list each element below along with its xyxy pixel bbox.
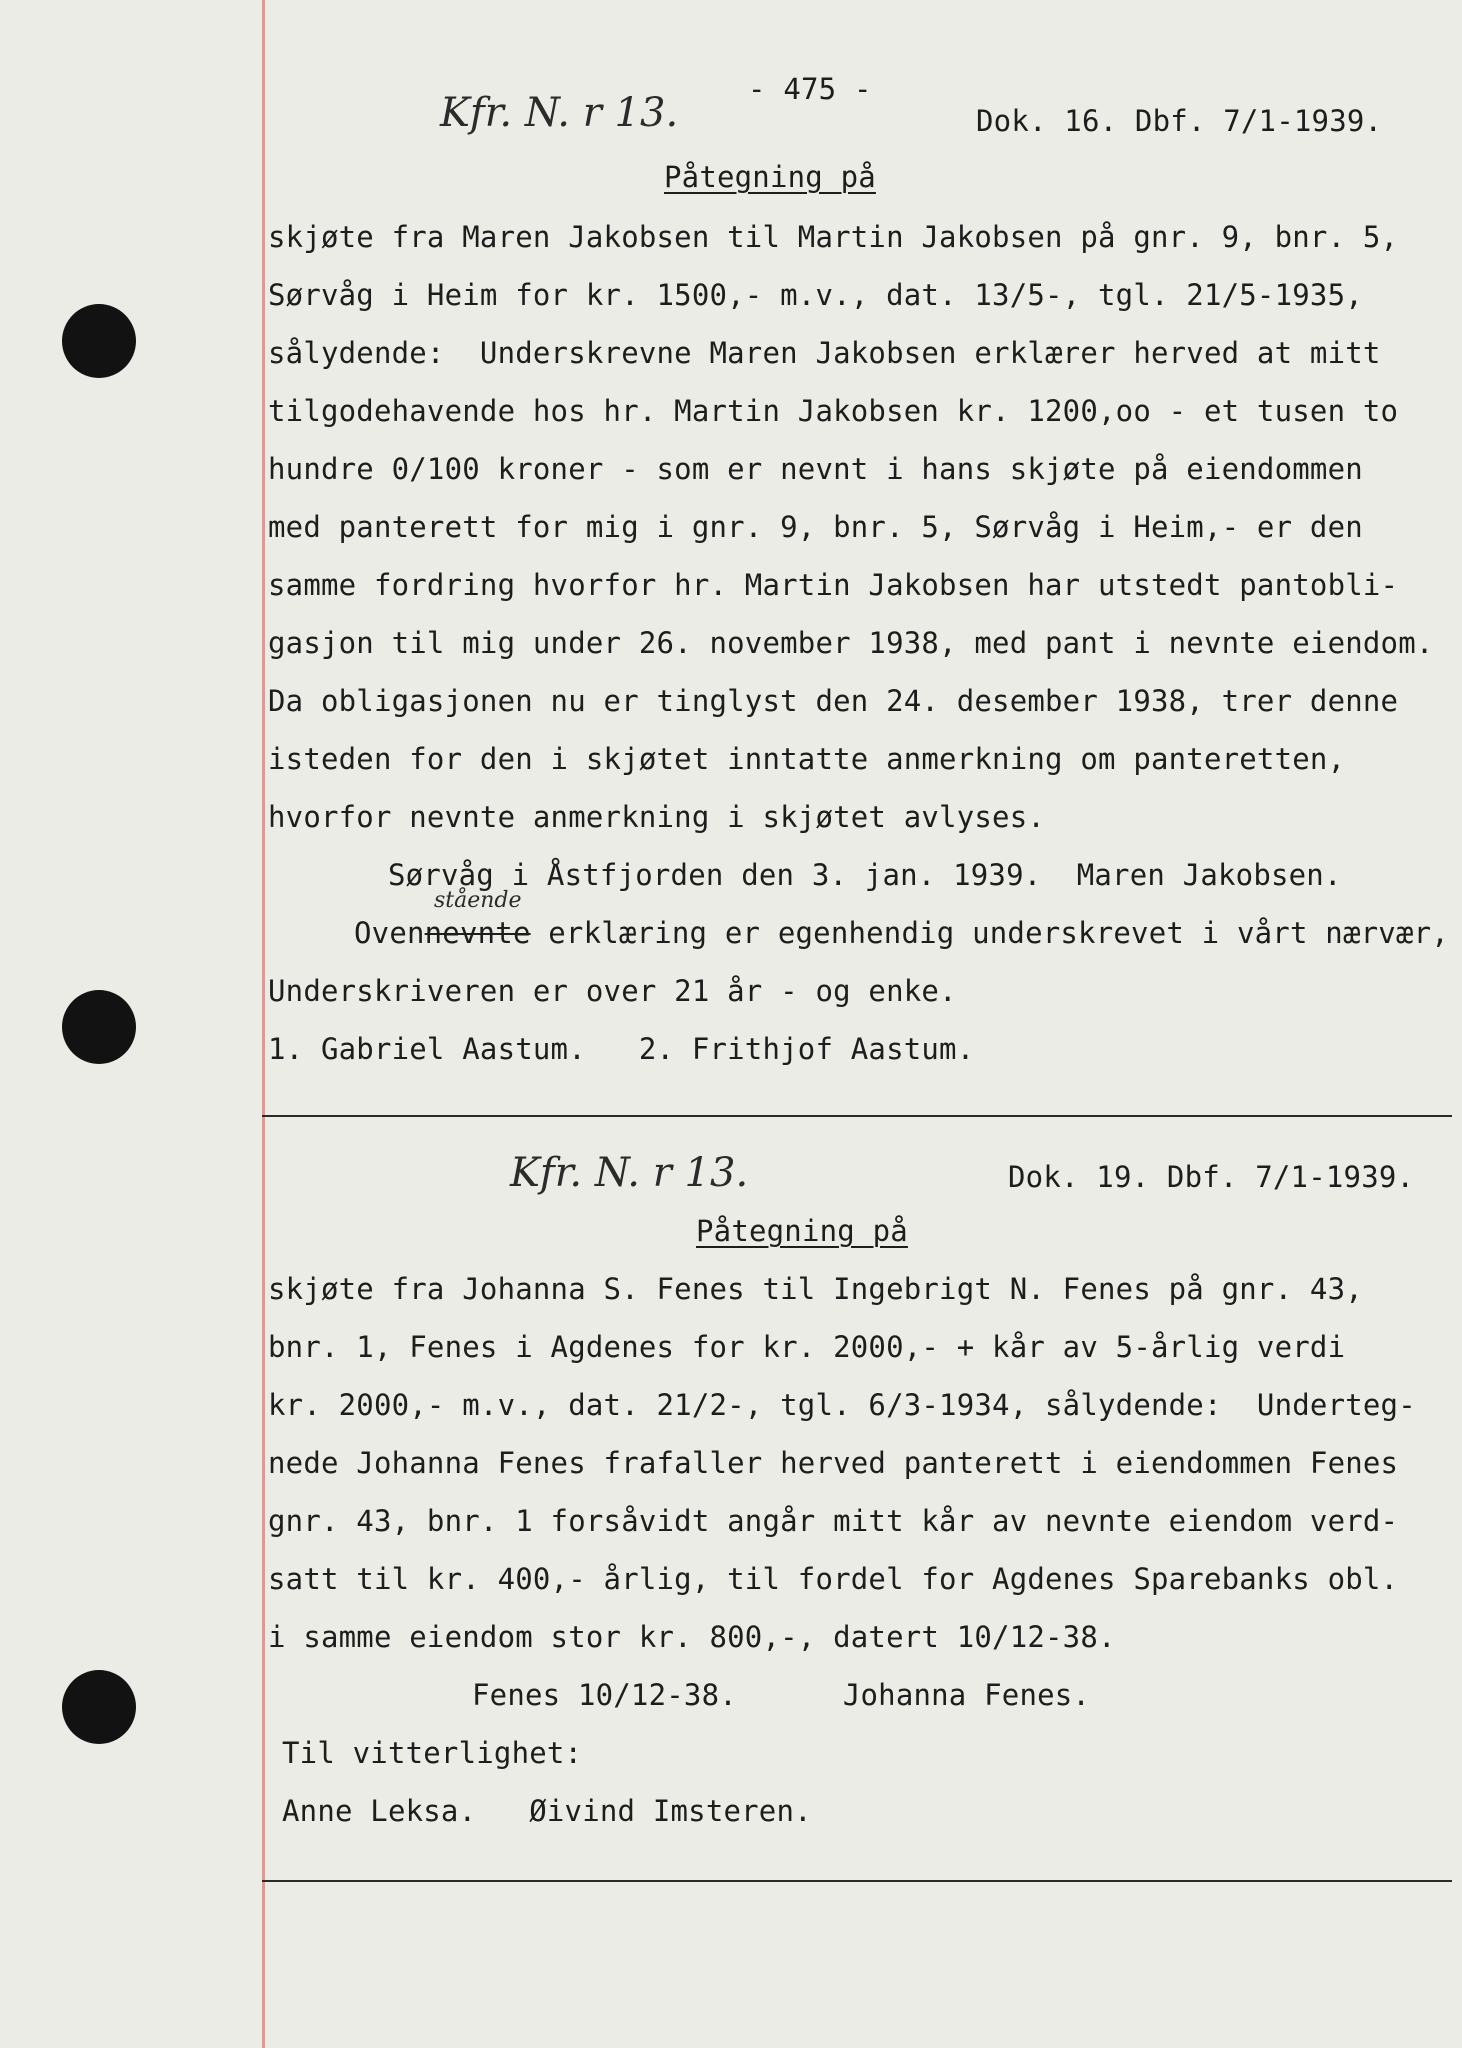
text-line: i samme eiendom stor kr. 800,-, datert 10/12-38. xyxy=(268,1620,1116,1654)
entry-heading: Påtegning på xyxy=(696,1214,908,1248)
witness-names: Anne Leksa. Øivind Imsteren. xyxy=(282,1794,812,1828)
document-reference: Dok. 19. Dbf. 7/1-1939. xyxy=(1008,1160,1415,1194)
place-date-signature: Sørvåg i Åstfjorden den 3. jan. 1939. Maren Jakobsen. xyxy=(388,858,1342,892)
text-line: hvorfor nevnte anmerkning i skjøtet avlyses. xyxy=(268,800,1046,834)
entry-heading: Påtegning på xyxy=(664,160,876,194)
handwritten-reference: Kfr. N. r 13. xyxy=(510,1150,749,1196)
section-divider xyxy=(262,1880,1452,1882)
punch-hole xyxy=(62,304,136,378)
page-number: - 475 - xyxy=(748,72,872,106)
section-divider xyxy=(262,1115,1452,1117)
text-line: skjøte fra Maren Jakobsen til Martin Jakobsen på gnr. 9, bnr. 5, xyxy=(268,220,1399,254)
text-line: gasjon til mig under 26. november 1938, med pant i nevnte eiendom. xyxy=(268,626,1434,660)
witness-statement-rest: erklæring er egenhendig underskrevet i vårt nærvær, xyxy=(530,916,1449,950)
text-line: skjøte fra Johanna S. Fenes til Ingebrigt N. Fenes på gnr. 43, xyxy=(268,1272,1363,1306)
text-line: med panterett for mig i gnr. 9, bnr. 5, Sørvåg i Heim,- er den xyxy=(268,510,1363,544)
struck-word: nevnte xyxy=(424,916,531,950)
text-line: isteden for den i skjøtet inntatte anmerkning om panteretten, xyxy=(268,742,1346,776)
text-line: samme fordring hvorfor hr. Martin Jakobsen har utstedt pantobli- xyxy=(268,568,1399,602)
margin-line xyxy=(262,0,265,2048)
handwritten-reference: Kfr. N. r 13. xyxy=(440,90,679,136)
witness-statement xyxy=(354,916,1449,950)
text-line: gnr. 43, bnr. 1 forsåvidt angår mitt kår av nevnte eiendom verd- xyxy=(268,1504,1399,1538)
text-line: nede Johanna Fenes frafaller herved panterett i eiendommen Fenes xyxy=(268,1446,1399,1480)
text-line: Underskriveren er over 21 år - og enke. xyxy=(268,974,957,1008)
text-line: satt til kr. 400,- årlig, til fordel for Agdenes Sparebanks obl. xyxy=(268,1562,1399,1596)
text-line: Sørvåg i Heim for kr. 1500,- m.v., dat. 13/5-, tgl. 21/5-1935, xyxy=(268,278,1363,312)
text-line: sålydende: Underskrevne Maren Jakobsen erklærer herved at mitt xyxy=(268,336,1381,370)
document-reference: Dok. 16. Dbf. 7/1-1939. xyxy=(976,104,1383,138)
witness-statement-prefix: Oven xyxy=(354,916,425,950)
punch-hole xyxy=(62,1670,136,1744)
punch-hole xyxy=(62,990,136,1064)
text-line: hundre 0/100 kroner - som er nevnt i hans skjøte på eiendommen xyxy=(268,452,1363,486)
text-line: kr. 2000,- m.v., dat. 21/2-, tgl. 6/3-1934, sålydende: Underteg- xyxy=(268,1388,1416,1422)
attestation-label: Til vitterlighet: xyxy=(282,1736,583,1770)
handwritten-insertion: stående xyxy=(434,888,522,913)
place-date-signature: Fenes 10/12-38. Johanna Fenes. xyxy=(472,1678,1091,1712)
text-line: Da obligasjonen nu er tinglyst den 24. desember 1938, trer denne xyxy=(268,684,1399,718)
witness-names: 1. Gabriel Aastum. 2. Frithjof Aastum. xyxy=(268,1032,975,1066)
text-line: bnr. 1, Fenes i Agdenes for kr. 2000,- + kår av 5-årlig verdi xyxy=(268,1330,1346,1364)
text-line: tilgodehavende hos hr. Martin Jakobsen kr. 1200,oo - et tusen to xyxy=(268,394,1399,428)
